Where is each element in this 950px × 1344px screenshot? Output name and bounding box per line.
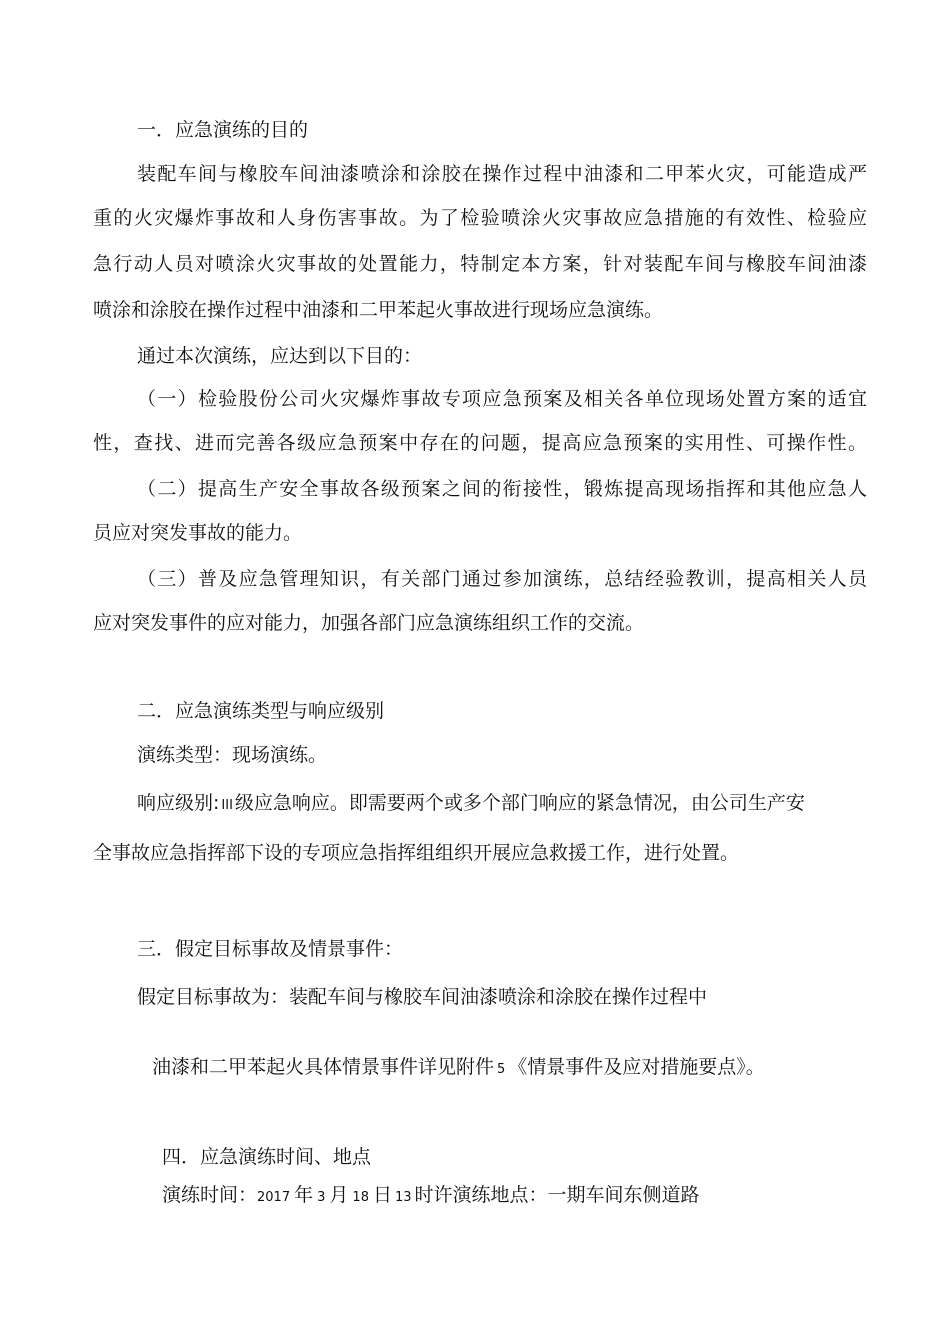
purpose-item-3-line: （三）普及应急管理知识，有关部门通过参加演练，总结经验教训，提高相关人员 xyxy=(137,568,867,590)
purpose-item-3-line: 应对突发事件的应对能力，加强各部门应急演练组织工作的交流。 xyxy=(93,612,645,634)
purpose-item-2-line: 员应对突发事故的能力。 xyxy=(93,522,303,544)
month-unit: 月 xyxy=(329,1184,349,1206)
response-level-label: 响应级别: xyxy=(137,792,220,814)
drill-day: 18 xyxy=(352,1190,369,1205)
target-accident-line: 假定目标事故为：装配车间与橡胶车间油漆喷涂和涂胶在操作过程中 xyxy=(137,986,708,1008)
section-1-paragraph-line: 重的火灾爆炸事故和人身伤害事故。为了检验喷涂火灾事故应急措施的有效性、检验应 xyxy=(93,207,867,229)
section-1-heading: 一．应急演练的目的 xyxy=(137,119,309,141)
section-1-paragraph-line: 喷涂和涂胶在操作过程中油漆和二甲苯起火事故进行现场应急演练。 xyxy=(93,299,664,321)
purpose-item-1-line: （一）检验股份公司火灾爆炸事故专项应急预案及相关各单位现场处置方案的适宜 xyxy=(137,388,867,410)
year-unit: 年 xyxy=(294,1184,314,1206)
purpose-intro: 通过本次演练，应达到以下目的： xyxy=(137,345,423,367)
purpose-item-1-line: 性，查找、进而完善各级应急预案中存在的问题，提高应急预案的实用性、可操作性。 xyxy=(93,432,867,454)
attachment-number: 5 xyxy=(497,1062,506,1077)
day-unit: 日 xyxy=(372,1184,392,1206)
drill-time-line xyxy=(162,1182,700,1211)
response-level-line-2: 全事故应急指挥部下设的专项应急指挥组组织开展应急救援工作，进行处置。 xyxy=(93,842,740,864)
purpose-item-2-line: （二）提高生产安全事故各级预案之间的衔接性，锻炼提高现场指挥和其他应急人 xyxy=(137,478,867,500)
section-2-heading: 二．应急演练类型与响应级别 xyxy=(137,700,385,722)
drill-year: 2017 xyxy=(257,1190,291,1205)
section-1-paragraph-line: 急行动人员对喷涂火灾事故的处置能力，特制定本方案，针对装配车间与橡胶车间油漆 xyxy=(93,253,867,275)
response-level-text: 级应急响应。即需要两个或多个部门响应的紧急情况，由公司生产安 xyxy=(234,792,805,814)
drill-hour: 13 xyxy=(394,1190,412,1205)
scenario-doc-title: 《情景事件及应对措施要点》。 xyxy=(508,1056,765,1078)
section-4-heading: 四．应急演练时间、地点 xyxy=(162,1146,372,1168)
drill-month: 3 xyxy=(317,1190,326,1205)
scenario-reference-line xyxy=(152,1054,765,1083)
response-level-line xyxy=(137,790,805,819)
scenario-text: 油漆和二甲苯起火具体情景事件详见附件 xyxy=(152,1056,495,1078)
section-3-heading: 三．假定目标事故及情景事件： xyxy=(137,938,404,960)
drill-time-label: 演练时间： xyxy=(162,1184,258,1206)
drill-type-line: 演练类型：现场演练。 xyxy=(137,744,328,766)
section-1-paragraph-line: 装配车间与橡胶车间油漆喷涂和涂胶在操作过程中油漆和二甲苯火灾，可能造成严 xyxy=(137,163,867,185)
response-level-roman: III xyxy=(221,798,233,813)
drill-location-text: 时许演练地点：一期车间东侧道路 xyxy=(414,1184,700,1206)
